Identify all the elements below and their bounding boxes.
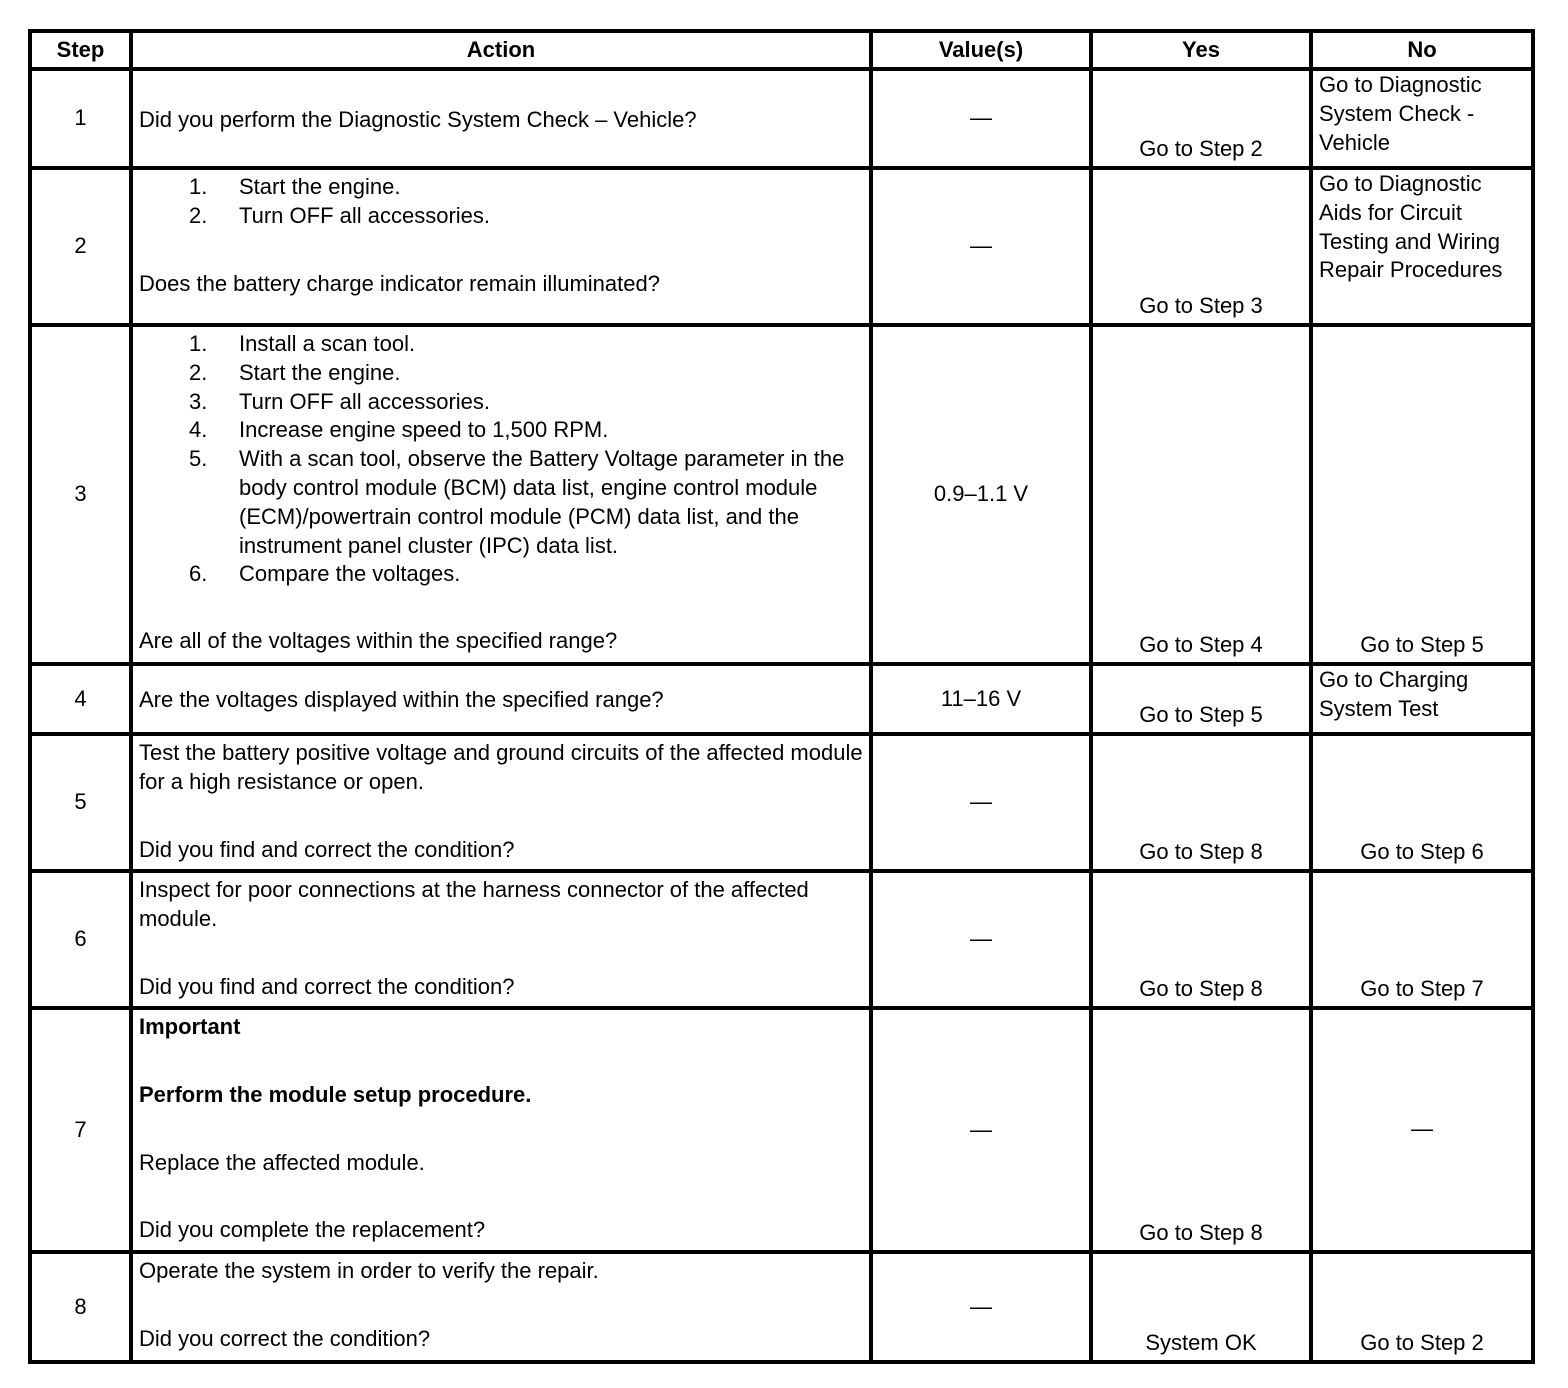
table-row (30, 734, 1533, 871)
list-item: 5. With a scan tool, observe the Battery Voltage parameter in the body control module (BCM) data list, engine control module (ECM)/powertrain control module (PCM) data list, and the instrument panel cluster (IPC) data list. (189, 446, 845, 558)
value-cell: — (871, 871, 1091, 1008)
no-cell: Go to Charging System Test (1311, 664, 1533, 734)
action-lead: Inspect for poor connections at the harness connector of the affected module. (139, 877, 809, 931)
yes-cell: Go to Step 4 (1091, 325, 1311, 664)
action-question: Did you find and correct the condition? (139, 836, 515, 862)
table-row (30, 325, 1533, 664)
yes-cell: Go to Step 8 (1091, 734, 1311, 871)
action-text: Did you perform the Diagnostic System Check – Vehicle? (131, 69, 871, 168)
no-cell: Go to Step 6 (1311, 734, 1533, 871)
action-lead: Replace the affected module. (139, 1149, 425, 1175)
action-cell (131, 871, 871, 1008)
action-cell (131, 325, 871, 664)
action-cell (131, 1008, 871, 1252)
list-item: 1. Start the engine. (189, 174, 401, 199)
value-cell: — (871, 168, 1091, 325)
action-cell (131, 1252, 871, 1362)
list-item: 3. Turn OFF all accessories. (189, 388, 491, 414)
step-number: 8 (30, 1252, 131, 1362)
step-number: 6 (30, 871, 131, 1008)
yes-cell: Go to Step 2 (1091, 69, 1311, 168)
step-number: 1 (30, 69, 131, 168)
action-list (139, 173, 863, 231)
action-question: Did you correct the condition? (139, 1325, 431, 1351)
diagnostic-table (28, 29, 1535, 1364)
action-question: Does the battery charge indicator remain illuminated? (139, 270, 660, 296)
action-cell (131, 168, 871, 325)
header-no: No (1311, 31, 1533, 69)
list-item: 2. Start the engine. (189, 359, 401, 385)
no-cell: Go to Diagnostic Aids for Circuit Testing and Wiring Repair Procedures (1311, 168, 1533, 325)
table-row (30, 871, 1533, 1008)
action-list (139, 330, 863, 589)
action-question: Did you find and correct the condition? (139, 973, 515, 999)
list-item: 2. Turn OFF all accessories. (189, 202, 491, 228)
value-cell: — (871, 1252, 1091, 1362)
yes-cell: Go to Step 3 (1091, 168, 1311, 325)
table-row (30, 1252, 1533, 1362)
header-yes: Yes (1091, 31, 1311, 69)
action-text: Are the voltages displayed within the specified range? (131, 664, 871, 734)
no-cell: — (1311, 1008, 1533, 1252)
table-row (30, 1008, 1533, 1252)
action-lead: Operate the system in order to verify the repair. (139, 1258, 599, 1283)
value-cell: — (871, 69, 1091, 168)
value-cell: 11–16 V (871, 664, 1091, 734)
list-item: 6. Compare the voltages. (189, 561, 461, 587)
step-number: 4 (30, 664, 131, 734)
list-item: 4. Increase engine speed to 1,500 RPM. (189, 417, 609, 443)
yes-cell: Go to Step 5 (1091, 664, 1311, 734)
no-cell: Go to Step 2 (1311, 1252, 1533, 1362)
no-cell: Go to Step 7 (1311, 871, 1533, 1008)
value-cell: — (871, 1008, 1091, 1252)
table-row (30, 69, 1533, 168)
header-row (30, 31, 1533, 69)
list-item: 1. Install a scan tool. (189, 331, 416, 356)
step-number: 3 (30, 325, 131, 664)
step-number: 2 (30, 168, 131, 325)
yes-cell: Go to Step 8 (1091, 871, 1311, 1008)
action-question: Did you complete the replacement? (139, 1217, 486, 1243)
header-step: Step (30, 31, 131, 69)
action-lead: Test the battery positive voltage and ground circuits of the affected module for a high resistance or open. (139, 740, 863, 794)
table-row (30, 664, 1533, 734)
no-cell: Go to Diagnostic System Check - Vehicle (1311, 69, 1533, 168)
step-number: 7 (30, 1008, 131, 1252)
table-row (30, 168, 1533, 325)
important-note: Perform the module setup procedure. (139, 1081, 532, 1107)
yes-cell: System OK (1091, 1252, 1311, 1362)
value-cell: — (871, 734, 1091, 871)
header-values: Value(s) (871, 31, 1091, 69)
no-cell: Go to Step 5 (1311, 325, 1533, 664)
action-question: Are all of the voltages within the specified range? (139, 628, 618, 654)
step-number: 5 (30, 734, 131, 871)
yes-cell: Go to Step 8 (1091, 1008, 1311, 1252)
header-action: Action (131, 31, 871, 69)
value-cell: 0.9–1.1 V (871, 325, 1091, 664)
important-label: Important (139, 1014, 241, 1039)
action-cell (131, 734, 871, 871)
